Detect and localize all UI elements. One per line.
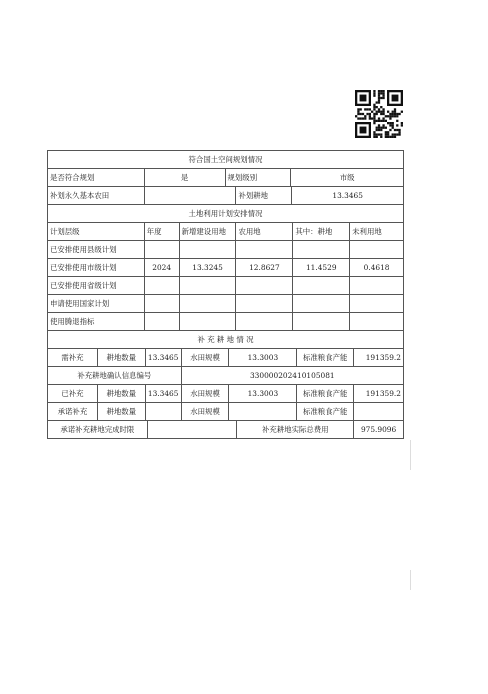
value-cell (354, 403, 404, 420)
table-cell: 12.8627 (236, 259, 293, 276)
plan-level-cell: 已安排使用县级计划 (48, 241, 145, 258)
section-title: 土地利用计划安排情况 (48, 205, 404, 222)
table-cell (145, 295, 180, 312)
value-cell (229, 403, 297, 420)
value-cell: 13.3003 (229, 385, 297, 402)
table-cell (180, 241, 237, 258)
value-cell: 13.3003 (229, 349, 297, 366)
column-header: 年度 (145, 223, 180, 240)
table-row (47, 402, 404, 420)
label-cell: 耕地数量 (98, 385, 146, 402)
column-header: 未利用地 (350, 223, 404, 240)
label-cell: 标准粮食产能 (297, 403, 354, 420)
table-cell (293, 277, 350, 294)
table-cell (145, 277, 180, 294)
table-row (47, 276, 404, 294)
value-cell: 13.3465 (146, 385, 182, 402)
plan-level-cell: 已安排使用省级计划 (48, 277, 145, 294)
table-cell (236, 241, 293, 258)
table-row (47, 150, 404, 168)
column-header: 新增建设用地 (180, 223, 237, 240)
table-cell (350, 295, 404, 312)
table-row (47, 258, 404, 276)
table-row (47, 294, 404, 312)
scan-mark (410, 570, 411, 590)
label-cell: 水田规模 (182, 385, 230, 402)
table-cell (293, 241, 350, 258)
label-cell: 承诺补充 (48, 403, 98, 420)
column-header: 计划层级 (48, 223, 145, 240)
table-cell (350, 313, 404, 330)
table-cell (236, 313, 293, 330)
value-cell: 975.9096 (354, 421, 404, 438)
label-cell: 已补充 (48, 385, 98, 402)
value-cell: 13.3465 (146, 349, 182, 366)
section-title: 符合国土空间规划情况 (48, 151, 404, 168)
table-cell (145, 241, 180, 258)
label-cell: 是否符合规划 (48, 169, 145, 186)
planning-table (47, 150, 404, 439)
label-cell: 耕地数量 (98, 403, 146, 420)
value-cell: 191359.2 (354, 385, 404, 402)
label-cell: 补划永久基本农田 (48, 187, 145, 204)
plan-level-cell: 已安排使用市级计划 (48, 259, 145, 276)
table-row (47, 384, 404, 402)
table-cell: 13.3245 (180, 259, 237, 276)
plan-level-cell: 使用腾退指标 (48, 313, 145, 330)
table-cell (350, 277, 404, 294)
table-cell (180, 277, 237, 294)
label-cell: 标准粮食产能 (297, 349, 354, 366)
label-cell: 耕地数量 (98, 349, 146, 366)
qr-code (355, 90, 403, 138)
table-row (47, 366, 404, 384)
label-cell: 需补充 (48, 349, 98, 366)
column-header: 农用地 (236, 223, 293, 240)
table-row (47, 204, 404, 222)
table-cell (293, 295, 350, 312)
table-cell: 2024 (145, 259, 180, 276)
table-row (47, 312, 404, 330)
column-header: 其中：耕地 (293, 223, 350, 240)
table-row (47, 186, 404, 204)
label-cell: 水田规模 (182, 349, 230, 366)
table-cell (350, 241, 404, 258)
value-cell: 市级 (291, 169, 404, 186)
table-row (47, 168, 404, 186)
label-cell: 规划级别 (226, 169, 292, 186)
value-cell: 191359.2 (354, 349, 404, 366)
value-cell: 330000202410105081 (182, 367, 404, 384)
section-title: 补 充 耕 地 情 况 (48, 331, 404, 348)
label-cell: 承诺补充耕地完成时限 (48, 421, 148, 438)
table-cell (180, 295, 237, 312)
table-row (47, 420, 404, 439)
value-cell: 是 (145, 169, 226, 186)
table-cell (293, 313, 350, 330)
scan-mark (410, 440, 411, 470)
value-cell (148, 421, 238, 438)
table-row (47, 240, 404, 258)
label-cell: 补充耕地实际总费用 (237, 421, 354, 438)
table-cell (236, 277, 293, 294)
value-cell (146, 403, 182, 420)
table-header-row (47, 222, 404, 240)
table-cell: 0.4618 (350, 259, 404, 276)
label-cell: 标准粮食产能 (297, 385, 354, 402)
value-cell (145, 187, 237, 204)
table-cell (236, 295, 293, 312)
table-row (47, 348, 404, 366)
table-row (47, 330, 404, 348)
label-cell: 补划耕地 (236, 187, 292, 204)
plan-level-cell: 申请使用国家计划 (48, 295, 145, 312)
label-cell: 补充耕地确认信息编号 (48, 367, 182, 384)
table-cell (145, 313, 180, 330)
label-cell: 水田规模 (182, 403, 230, 420)
value-cell: 13.3465 (292, 187, 404, 204)
table-cell: 11.4529 (293, 259, 350, 276)
table-cell (180, 313, 237, 330)
